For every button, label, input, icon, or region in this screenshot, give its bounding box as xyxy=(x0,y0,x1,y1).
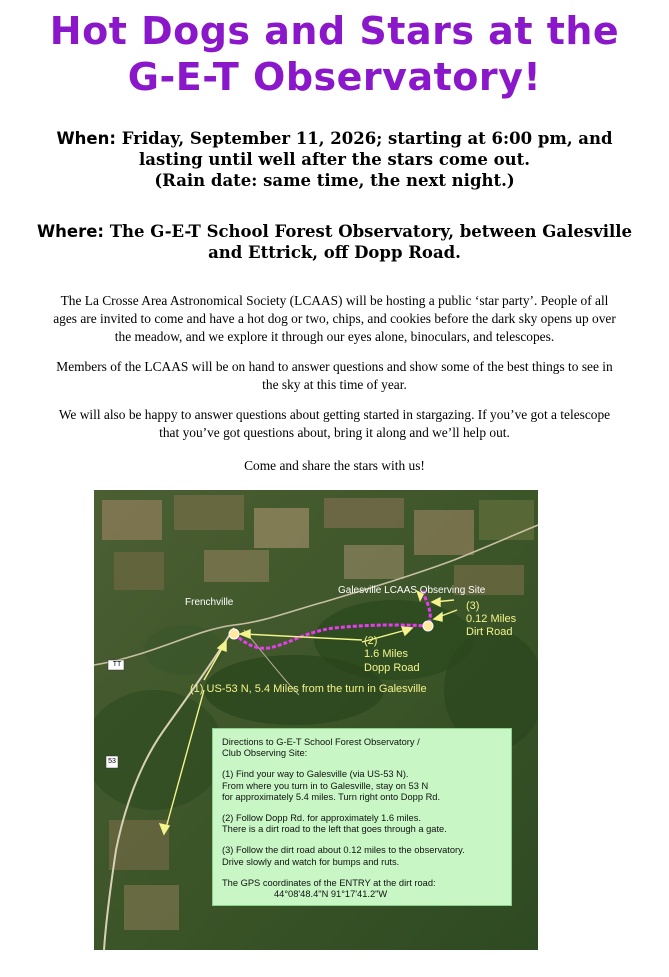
stargazing-paragraph xyxy=(14,406,655,442)
when-line-3: (Rain date: same time, the next night.) xyxy=(154,171,515,190)
leg2-distance: 1.6 Miles xyxy=(364,648,409,660)
leg3-distance: 0.12 Miles xyxy=(466,613,517,625)
intro-line-1: The La Crosse Area Astronomical Society (LCAAS) will be hosting a public ‘star party’. People of all xyxy=(60,293,609,308)
directions-heading-1: Directions to G-E-T School Forest Observatory / xyxy=(222,737,420,747)
leg3-road: Dirt Road xyxy=(466,626,513,638)
closing-line: Come and share the stars with us! xyxy=(244,458,425,473)
satellite-map xyxy=(94,490,538,950)
step3-line-2: Drive slowly and watch for bumps and ruts. xyxy=(222,856,400,867)
stargazing-line-2: that you’ve got questions about, bring it along and we’ll help out. xyxy=(159,425,510,440)
when-label: When: xyxy=(56,129,116,148)
directions-heading-2: Club Observing Site: xyxy=(222,748,308,759)
step1-line-2: From where you turn in to Galesville, stay on 53 N xyxy=(222,780,429,791)
stargazing-line-1: We will also be happy to answer questions about getting started in stargazing. If you’ve got a telescope xyxy=(58,407,611,422)
leg2-number: (2) xyxy=(364,635,378,647)
gps-coordinates: 44°08'48.4"N 91°17'41.2"W xyxy=(274,889,388,900)
title-line-2: G-E-T Observatory! xyxy=(127,55,542,99)
where-line-1: The G-E-T School Forest Observatory, between Galesville xyxy=(109,222,633,241)
members-line-1: Members of the LCAAS will be on hand to answer questions and show some of the best things to see in xyxy=(56,359,613,374)
road-sign-tt: TT xyxy=(112,661,122,668)
step2-line-2: There is a dirt road to the left that goes through a gate. xyxy=(222,824,447,835)
when-section xyxy=(20,128,649,191)
step2-line-1: (2) Follow Dopp Rd. for approximately 1.6 miles. xyxy=(222,813,421,824)
leg1-label: (1) US-53 N, 5.4 Miles from the turn in Galesville xyxy=(190,683,427,695)
step3-line-1: (3) Follow the dirt road about 0.12 miles to the observatory. xyxy=(222,845,465,856)
members-line-2: the sky at this time of year. xyxy=(262,377,407,392)
title-line-1: Hot Dogs and Stars at the xyxy=(49,9,620,53)
when-line-2: lasting until well after the stars come out. xyxy=(139,150,530,169)
intro-line-2: ages are invited to come and have a hot dog or two, chips, and cookies before the dark sky opens up over xyxy=(53,311,616,326)
members-paragraph xyxy=(14,358,655,394)
leg3-number: (3) xyxy=(466,600,480,612)
when-line-1: Friday, September 11, 2026; starting at 6:00 pm, and xyxy=(121,129,613,148)
site-label: Galesville LCAAS Observing Site xyxy=(338,585,486,596)
gps-line-1: The GPS coordinates of the ENTRY at the dirt road: xyxy=(222,877,436,888)
page-title xyxy=(0,8,669,100)
step1-line-1: (1) Find your way to Galesville (via US-53 N). xyxy=(222,769,409,780)
town-label: Frenchville xyxy=(185,597,234,608)
directions-box xyxy=(212,728,512,906)
leg3-label xyxy=(466,600,479,613)
road-sign-53: 53 xyxy=(108,758,116,765)
where-section xyxy=(20,221,649,263)
intro-paragraph xyxy=(14,292,655,346)
where-line-2: and Ettrick, off Dopp Road. xyxy=(208,243,461,262)
where-label: Where: xyxy=(36,222,105,241)
leg2-road: Dopp Road xyxy=(364,662,420,674)
intro-line-3: the meadow, and we explore it through our eyes alone, binoculars, and telescopes. xyxy=(114,329,555,344)
step1-line-3: for approximately 5.4 miles. Turn right onto Dopp Rd. xyxy=(222,791,441,802)
